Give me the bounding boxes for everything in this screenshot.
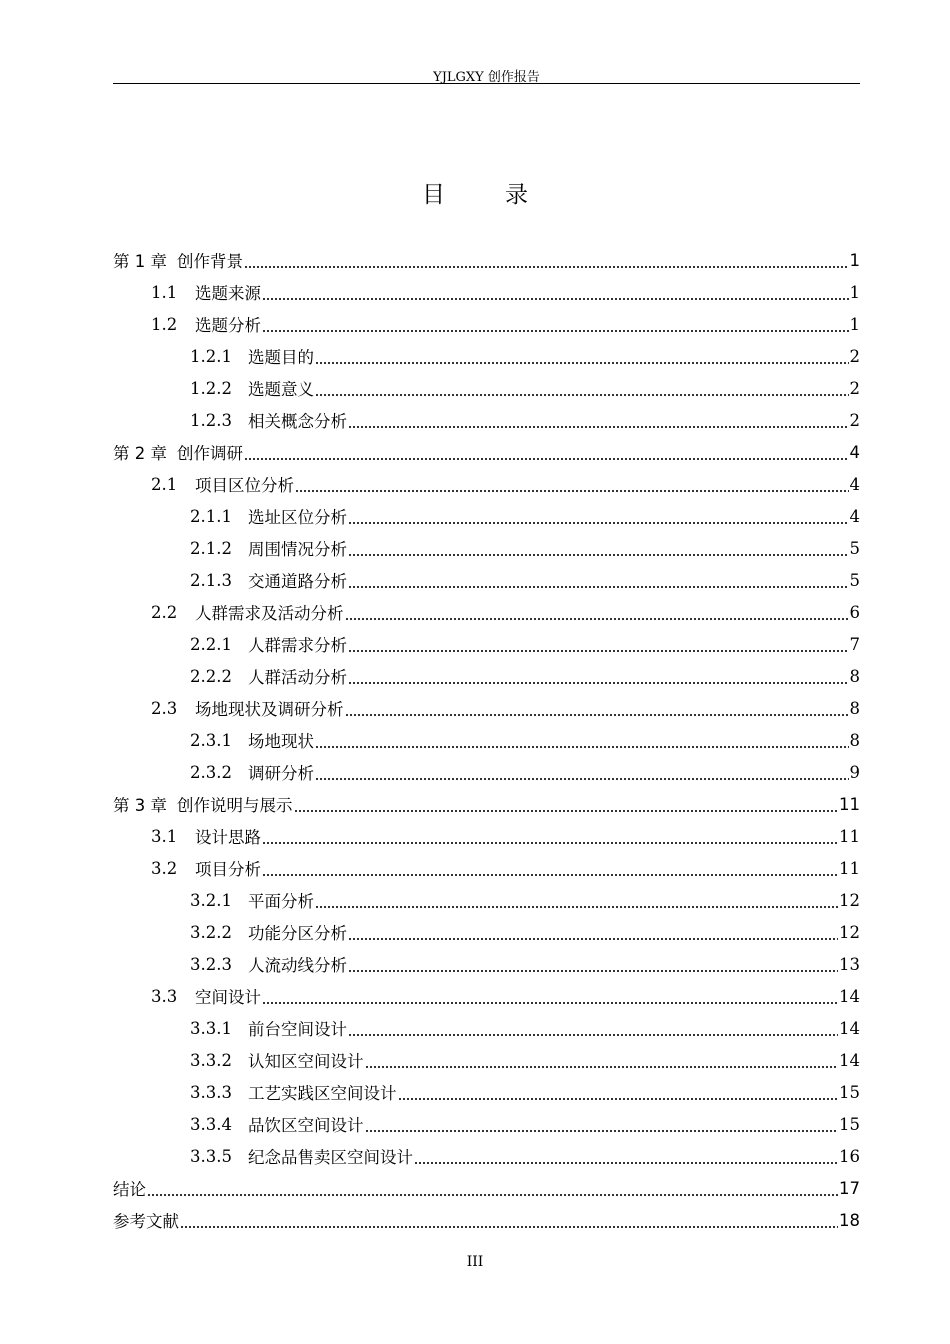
dot-leader [348,571,849,589]
dot-leader [147,1179,838,1197]
toc-entry-page: 14 [839,986,860,1006]
toc-entry[interactable] [113,404,860,436]
toc-entry[interactable] [113,372,860,404]
toc-entry-page: 13 [839,954,860,974]
toc-entry-number: 3.2 [151,858,178,878]
toc-entry-page: 4 [849,506,860,526]
toc-entry-number: 1.2 [151,314,178,334]
toc-entry-page: 4 [849,442,860,462]
toc-entry-number: 3.2.1 [190,890,232,910]
toc-entry[interactable] [113,1204,860,1236]
toc-entry[interactable] [113,1044,860,1076]
toc-entry-page: 5 [849,538,860,558]
toc-entry-page: 2 [849,378,860,398]
toc-entry-page: 18 [839,1210,860,1230]
dot-leader [294,795,839,813]
toc-entry-page: 17 [839,1178,860,1198]
toc-entry-number: 2.1.1 [190,506,232,526]
toc-entry[interactable] [113,788,860,820]
toc-entry-label: 结论 [113,1180,146,1199]
toc-title: 目录 [422,182,588,208]
toc-entry[interactable] [113,468,860,500]
toc-entry-label: 选题目的 [248,348,314,367]
toc-entry[interactable] [113,1076,860,1108]
dot-leader [315,763,849,781]
toc-entry-label: 创作说明与展示 [177,796,293,815]
header-rule [113,83,860,84]
toc-entry[interactable] [113,1140,860,1172]
toc-entry-label: 调研分析 [248,764,314,783]
toc-entry-page: 14 [839,1050,860,1070]
toc-entry-number: 3.3.4 [190,1114,232,1134]
toc-entry-number: 1.1 [151,282,178,302]
toc-entry-page: 4 [849,474,860,494]
toc-entry-number: 2.2.1 [190,634,232,654]
toc-entry-number: 1.2.2 [190,378,232,398]
dot-leader [262,827,838,845]
toc-entry[interactable] [113,948,860,980]
toc-entry-label: 创作背景 [177,252,243,271]
dot-leader [348,507,849,525]
page-header: YJLGXY 创作报告 [433,70,540,85]
dot-leader [262,283,849,301]
toc-entry-label: 周围情况分析 [248,540,347,559]
toc-entry-page: 16 [839,1146,860,1166]
dot-leader [348,539,849,557]
toc-entry[interactable] [113,244,860,276]
dot-leader [398,1083,839,1101]
toc-entry[interactable] [113,756,860,788]
toc-entry[interactable] [113,916,860,948]
toc-entry-label: 场地现状及调研分析 [195,700,344,719]
dot-leader [348,411,849,429]
dot-leader [315,731,849,749]
toc-entry[interactable] [113,308,860,340]
toc-entry-page: 7 [849,634,860,654]
toc-entry-number: 第 3 章 [113,796,167,815]
toc-entry-page: 11 [839,826,860,846]
toc-entry[interactable] [113,532,860,564]
toc-entry-number: 2.1.3 [190,570,232,590]
toc-entry-label: 选题分析 [195,316,261,335]
toc-entry-label: 选题来源 [195,284,261,303]
toc-entry-page: 8 [849,730,860,750]
toc-entry-page: 8 [849,698,860,718]
dot-leader [348,1019,838,1037]
toc-entry-label: 空间设计 [195,988,261,1007]
toc-entry-number: 3.1 [151,826,178,846]
toc-entry-page: 12 [839,922,860,942]
toc-entry-label: 人流动线分析 [248,956,347,975]
toc-entry[interactable] [113,500,860,532]
toc-entry-page: 1 [849,282,860,302]
toc-entry[interactable] [113,628,860,660]
toc-entry-label: 工艺实践区空间设计 [248,1084,397,1103]
dot-leader [262,315,849,333]
toc-entry-label: 认知区空间设计 [248,1052,364,1071]
toc-entry-label: 项目区位分析 [195,476,294,495]
dot-leader [348,667,849,685]
toc-entry-label: 纪念品售卖区空间设计 [248,1148,413,1167]
toc-entry-label: 交通道路分析 [248,572,347,591]
dot-leader [315,347,849,365]
toc-entry-label: 功能分区分析 [248,924,347,943]
toc-entry-page: 11 [839,794,860,814]
toc-entry-page: 15 [839,1114,860,1134]
toc-entry-page: 5 [849,570,860,590]
toc-entry[interactable] [113,852,860,884]
dot-leader [365,1051,839,1069]
dot-leader [348,635,849,653]
toc-entry-number: 2.2.2 [190,666,232,686]
page-number: III [466,1254,484,1270]
toc-entry-number: 3.2.2 [190,922,232,942]
dot-leader [414,1147,838,1165]
toc-entry-label: 选题意义 [248,380,314,399]
dot-leader [180,1211,838,1229]
toc-entry-label: 人群活动分析 [248,668,347,687]
toc-entry-number: 1.2.3 [190,410,232,430]
toc-entry-label: 品饮区空间设计 [248,1116,364,1135]
toc-entry-label: 相关概念分析 [248,412,347,431]
toc-entry-page: 9 [849,762,860,782]
toc-entry[interactable] [113,276,860,308]
toc-entry[interactable] [113,340,860,372]
toc-entry-label: 人群需求及活动分析 [195,604,344,623]
toc-entry-number: 3.3.5 [190,1146,232,1166]
toc-entry-number: 2.3 [151,698,178,718]
toc-entry[interactable] [113,724,860,756]
toc-entry[interactable] [113,980,860,1012]
dot-leader [262,859,838,877]
toc-entry[interactable] [113,1108,860,1140]
toc-entry-label: 项目分析 [195,860,261,879]
toc-entry-page: 11 [839,858,860,878]
toc-entry-number: 3.3.3 [190,1082,232,1102]
toc-entry-number: 3.3.1 [190,1018,232,1038]
dot-leader [262,987,838,1005]
toc-entry-label: 创作调研 [177,444,243,463]
toc-entry-number: 2.3.1 [190,730,232,750]
toc-entry-label: 参考文献 [113,1212,179,1231]
toc-entry-number: 3.3 [151,986,178,1006]
toc-entry-page: 2 [849,346,860,366]
toc-entry[interactable] [113,1012,860,1044]
toc-entry[interactable] [113,692,860,724]
toc-entry-label: 平面分析 [248,892,314,911]
toc-entry[interactable] [113,884,860,916]
toc-entry-number: 2.1 [151,474,178,494]
toc-entry-label: 人群需求分析 [248,636,347,655]
dot-leader [244,251,849,269]
toc-entry-page: 15 [839,1082,860,1102]
toc-entry-page: 1 [849,250,860,270]
toc-entry-page: 6 [849,602,860,622]
toc-entry-page: 1 [849,314,860,334]
toc-entry-number: 3.2.3 [190,954,232,974]
dot-leader [244,443,849,461]
dot-leader [365,1115,839,1133]
dot-leader [348,923,838,941]
toc-entry[interactable] [113,436,860,468]
toc-entry-number: 第 2 章 [113,444,167,463]
toc-entry-number: 2.3.2 [190,762,232,782]
toc-entry-number: 2.1.2 [190,538,232,558]
toc-entry-number: 2.2 [151,602,178,622]
toc-entry[interactable] [113,596,860,628]
toc-entry-page: 8 [849,666,860,686]
toc-entry-label: 选址区位分析 [248,508,347,527]
table-of-contents [113,244,860,1236]
toc-entry-label: 场地现状 [248,732,314,751]
toc-entry-number: 第 1 章 [113,252,167,271]
dot-leader [345,699,849,717]
toc-entry[interactable] [113,660,860,692]
toc-entry[interactable] [113,820,860,852]
dot-leader [348,955,838,973]
toc-entry-page: 14 [839,1018,860,1038]
toc-entry-page: 12 [839,890,860,910]
toc-entry-label: 设计思路 [195,828,261,847]
dot-leader [315,379,849,397]
toc-entry-label: 前台空间设计 [248,1020,347,1039]
toc-entry[interactable] [113,564,860,596]
dot-leader [345,603,849,621]
dot-leader [315,891,838,909]
toc-entry-page: 2 [849,410,860,430]
toc-entry-number: 1.2.1 [190,346,232,366]
toc-entry[interactable] [113,1172,860,1204]
dot-leader [295,475,849,493]
toc-entry-number: 3.3.2 [190,1050,232,1070]
